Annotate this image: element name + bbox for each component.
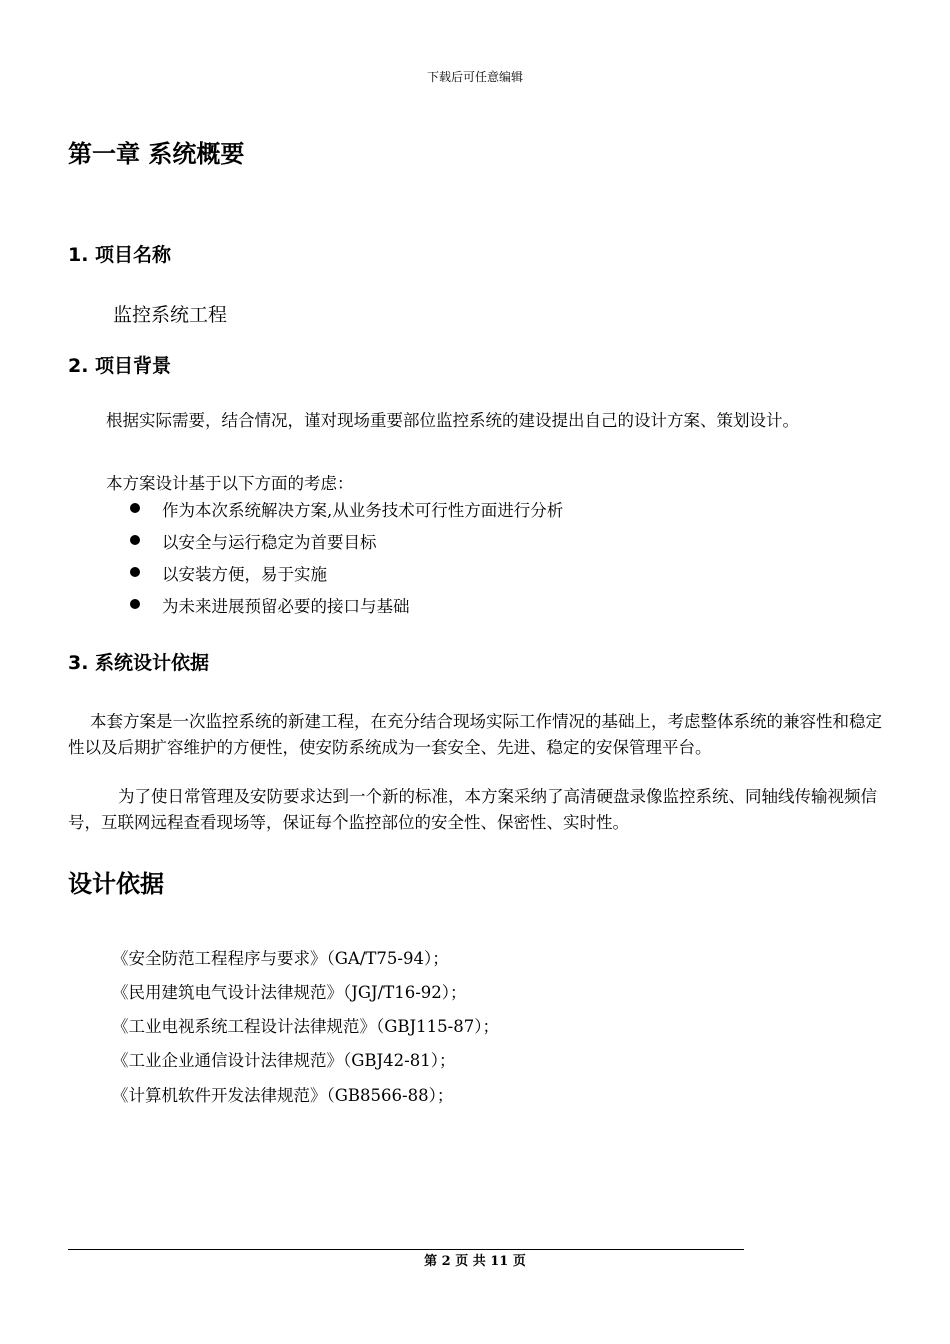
considerations-intro: 本方案设计基于以下方面的考虑： [106, 474, 354, 493]
list-item-text: 以安装方便，易于实施 [162, 565, 327, 584]
section-1-heading: 1. 项目名称 [68, 244, 172, 266]
chapter-title: 第一章 系统概要 [68, 140, 245, 168]
section-2-heading: 2. 项目背景 [68, 355, 172, 377]
project-name: 监控系统工程 [113, 304, 228, 326]
design-paragraph-2: 为了使日常管理及安防要求达到一个新的标准，本方案采纳了高清硬盘录像监控系统、同轴线传输视频信号，互联网远程查看现场等，保证每个监控部位的安全性、保密性、实时性。 [68, 787, 877, 832]
design-paragraph-1: 本套方案是一次监控系统的新建工程，在充分结合现场实际工作情况的基础上，考虑整体系统的兼容性和稳定性以及后期扩容维护的方便性，使安防系统成为一套安全、先进、稳定的安保管理平台。 [68, 712, 882, 757]
design-basis-title: 设计依据 [68, 870, 164, 898]
reference-item: 《民用建筑电气设计法律规范》（JGJ/T16-92）； [112, 983, 467, 1002]
bullet-icon [130, 535, 140, 545]
bullet-icon [130, 567, 140, 577]
list-item-text: 作为本次系统解决方案,从业务技术可行性方面进行分析 [162, 501, 564, 520]
reference-item: 《工业企业通信设计法律规范》（GBJ42-81）； [112, 1051, 456, 1070]
page-number: 第 2 页 共 11 页 [424, 1254, 526, 1269]
reference-item: 《工业电视系统工程设计法律规范》（GBJ115-87）； [112, 1017, 499, 1036]
bullet-icon [130, 503, 140, 513]
header-note: 下载后可任意编辑 [426, 70, 523, 84]
reference-item: 《计算机软件开发法律规范》（GB8566-88）； [112, 1086, 454, 1105]
bullet-icon [130, 599, 140, 609]
background-paragraph: 根据实际需要，结合情况，谨对现场重要部位监控系统的建设提出自己的设计方案、策划设计。 [106, 411, 799, 430]
section-3-heading: 3. 系统设计依据 [68, 652, 210, 674]
reference-item: 《安全防范工程程序与要求》（GA/T75-94）； [112, 949, 449, 968]
list-item-text: 以安全与运行稳定为首要目标 [162, 533, 377, 552]
list-item-text: 为未来进展预留必要的接口与基础 [162, 597, 410, 616]
